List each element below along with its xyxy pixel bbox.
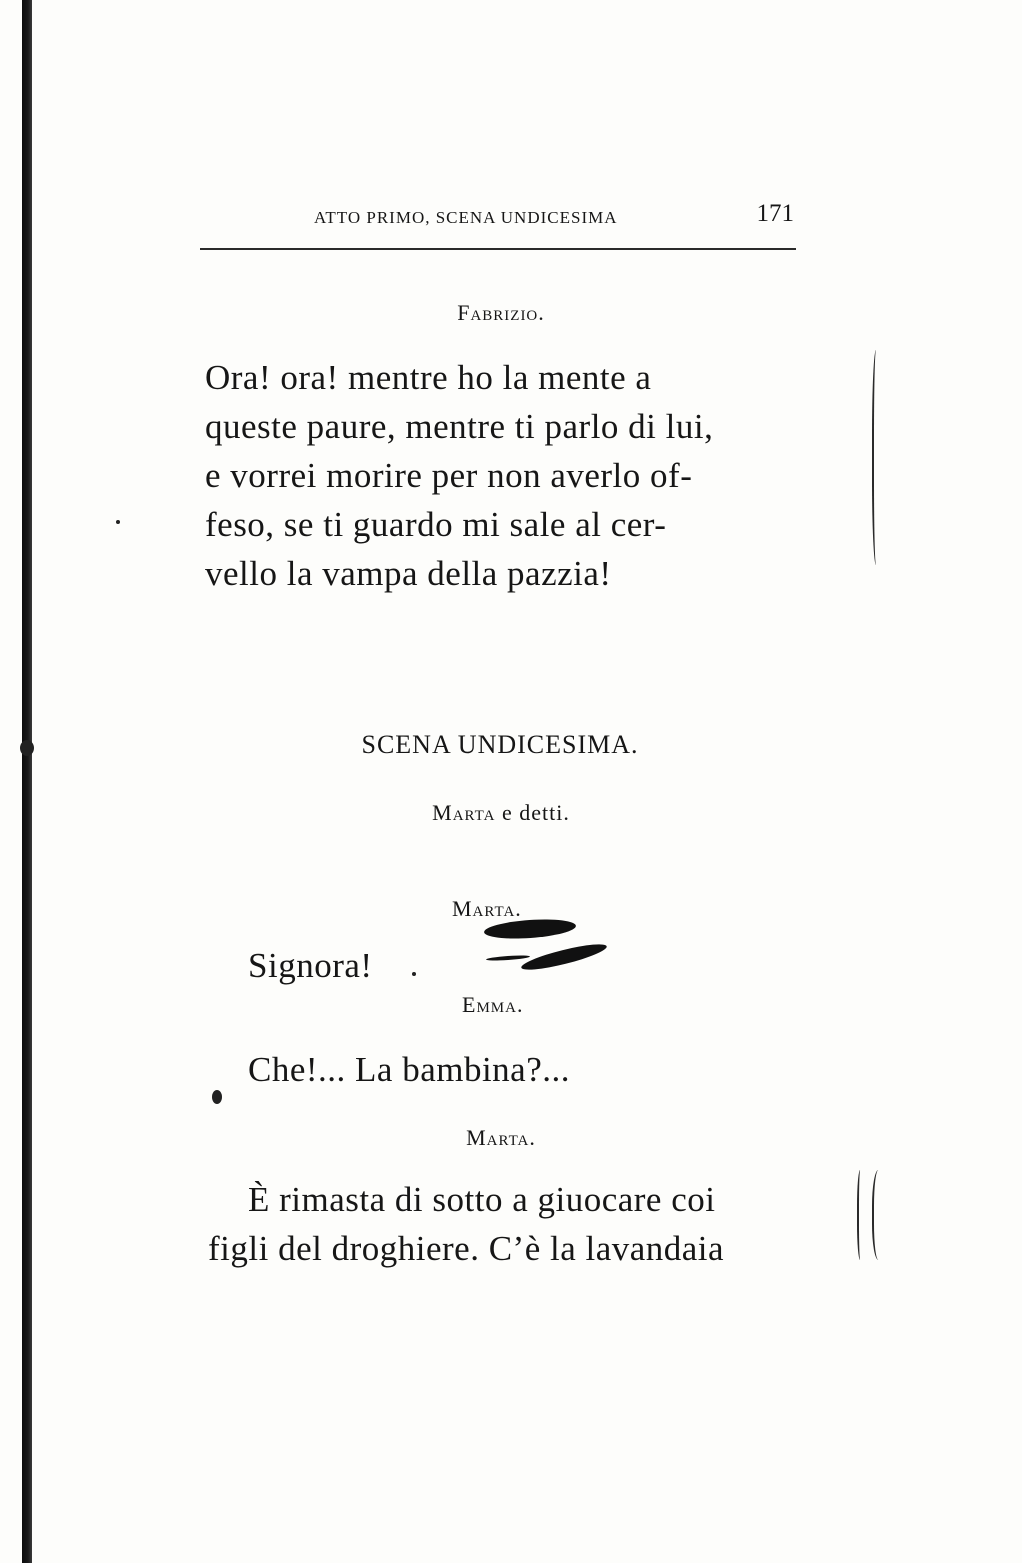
- ink-blot: [520, 940, 609, 975]
- ink-blot: [486, 954, 530, 961]
- margin-pencil-mark: [872, 350, 882, 565]
- book-spine-shadow: [22, 0, 32, 1563]
- ink-speck: [212, 1090, 222, 1104]
- speech-line: e vorrei morire per non averlo of-: [205, 456, 693, 495]
- margin-pencil-mark: [857, 1170, 865, 1260]
- speech-marta-2: [208, 1175, 800, 1273]
- margin-pencil-mark: [872, 1170, 888, 1260]
- running-title: ATTO PRIMO, SCENA UNDICESIMA: [314, 208, 618, 227]
- speech-emma: [248, 1045, 570, 1094]
- page-number: 171: [756, 200, 794, 227]
- speaker-marta: Marta.: [466, 1125, 536, 1150]
- ink-speck: [116, 520, 120, 524]
- cast-rest: e detti.: [495, 800, 570, 825]
- speaker-marta: Marta.: [452, 896, 522, 921]
- speech-line: È rimasta di sotto a giuocare coi: [248, 1180, 716, 1219]
- speech-line: feso, se ti guardo mi sale al cer-: [205, 505, 667, 544]
- speaker-emma: Emma.: [462, 992, 524, 1017]
- speech-line: queste paure, mentre ti parlo di lui,: [205, 407, 714, 446]
- speaker-fabrizio: Fabrizio.: [457, 300, 545, 325]
- speech-line: Signora!: [248, 946, 373, 985]
- ink-speck: [412, 972, 416, 976]
- scene-cast: [0, 800, 1002, 826]
- speech-line-last: vello la vampa della pazzia!: [205, 554, 612, 593]
- speech-line: Che!... La bambina?...: [248, 1050, 571, 1089]
- speech-line: figli del droghiere. C’è la lavandaia: [208, 1229, 725, 1268]
- speech-line: Ora! ora! mentre ho la mente a: [205, 358, 652, 397]
- cast-name: Marta: [432, 800, 496, 825]
- speech-fabrizio: [205, 353, 801, 598]
- scene-title: SCENA UNDICESIMA.: [361, 730, 639, 759]
- speech-marta-1: [248, 941, 373, 990]
- running-header: [200, 200, 796, 250]
